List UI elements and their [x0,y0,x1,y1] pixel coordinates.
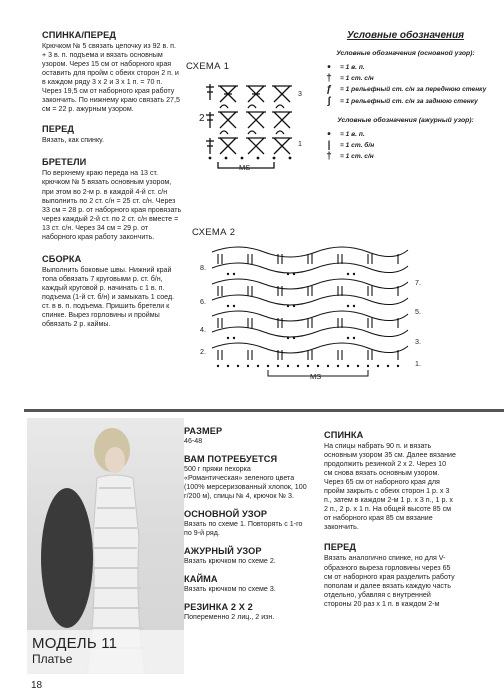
scheme1-row-3: 3 [298,90,302,98]
scheme2-row-4: 4. [200,326,206,334]
main-pattern-title: ОСНОВНОЙ УЗОР [184,509,268,520]
size-text: 46-48 [184,437,203,445]
assembly-title: СБОРКА [42,253,82,264]
legend-item: | = 1 ст. б/н [318,142,493,150]
legend-item: ʃ = 1 рельефный ст. с/н за заднюю стенку [318,98,493,106]
legend-item: • = 1 в. п. [318,131,493,139]
legend-item: ƒ = 1 рельефный ст. с/н за переднюю стенку [318,86,493,94]
double-crochet-symbol-icon: † [326,73,332,85]
model-photo [27,418,184,674]
chain-symbol-icon: • [327,62,331,73]
legend-sub2: Условные обозначения (ажурный узор): [337,116,474,124]
model-number: МОДЕЛЬ 11 [32,635,118,652]
chain-symbol-icon: • [327,128,331,140]
scheme2-row-1: 1. [415,360,421,368]
edging-title: КАЙМА [184,574,218,585]
scheme2-row-5: 5. [415,308,421,316]
scheme2-row-3: 3. [415,338,421,346]
straps-text: По верхнему краю переда на 13 ст. крючком № 5 вязать основным узором, при этом во 2-м р. в каждой 4-й ст. с/н выполнить по 2 ст. с/н = 25 ст. с/н. Через 33 см = 28 р. от наборного края провязать через каждый 2-й ст. по 2 ст. с/н вместе = 13 ст. с/н. Через 34 см = 29 р. от наборного края работу закончить. [42,169,182,241]
size-title: РАЗМЕР [184,426,223,436]
scheme2-row-2: 2. [200,348,206,356]
lace-pattern-text: Вязать крючком по схеме 2. [184,557,276,566]
scheme2-ms: MS [310,372,322,381]
scheme2-diagram [208,244,413,384]
materials-text: 500 г пряжи пехорка «Романтическая» зеленого цвета (100% мерсеризованный хлопок, 100 г/200 м), спицы № 4, крючок № 3. [184,465,307,501]
legend-item: • = 1 в. п. [318,64,493,72]
back-front-text: Крючком № 5 связать цепочку из 92 в. п. + 3 в. п. подъема и вязать основным узором. Через 15 см от наборного края оставить для пройм с обеих сторон 2 п. и в каждом ряду 3 x 2 и 3 x 1 п. = 70 п. Через 19,5 см от наборного края работу закончить. По нижнему краю связать 27,5 см = 22 р. ажурным узором. [42,42,180,114]
scheme2-row-8: 8. [200,264,206,272]
front-text-right: Вязать аналогично спинке, но для V-образного выреза горловины через 65 см от наборного края разделить работу пополам и далее вязать каждую часть отдельно, убавляя с внутренней стороны 20 раз х 1 п. в каждом 2-м [324,554,455,608]
legend-list1 [318,64,493,106]
scheme1-ms: MS [239,163,251,172]
legend-sub1: Условные обозначения (основной узор): [336,50,475,57]
model-name: Платье [32,652,73,666]
front-text: Вязать, как спинку. [42,136,104,145]
scheme1-row-1: 1 [298,140,302,148]
legend [318,30,493,164]
middle-column [184,426,309,622]
rib-title: РЕЗИНКА 2 Х 2 [184,602,253,613]
page-number: 18 [31,680,43,691]
front-title-right: ПЕРЕД [324,542,357,553]
scheme1-row-2: 2 [199,113,205,124]
double-crochet-symbol-icon: † [326,151,332,163]
legend-title: Условные обозначения [346,30,465,41]
legend-list2 [318,128,493,163]
legend-item: † = 1 ст. с/н [318,75,493,83]
right-column [324,430,456,609]
back-text: На спицы набрать 90 п. и вязать основным узором 35 см. Далее вязание продолжить резинкой 2 х 2. Через 10 см снова вязать основным узором. Через 65 см от наборного края для пройм закрыть с обеих сторон 1 р. х 3 п., затем в каждом 2-м 1 р. х 3 п., 1 р. х 2 п., 2 р. х 1 п. На общей высоте 85 см от наборного края 85 см вязание закончить. [324,442,456,532]
scheme2-row-6: 6. [200,298,206,306]
section-divider [24,409,504,412]
main-pattern-text: Вязать по схеме 1. Повторять с 1-го по 9-й ряд. [184,520,303,538]
front-title: ПЕРЕД [42,124,75,135]
back-post-symbol-icon: ʃ [327,95,331,107]
back-title: СПИНКА [324,430,364,440]
front-post-symbol-icon: ƒ [326,84,332,96]
back-front-title: СПИНКА/ПЕРЕД [42,30,117,40]
scheme2-row-7: 7. [415,279,421,287]
scheme2-label: СХЕМА 2 [192,227,236,238]
assembly-text: Выполнить боковые швы. Нижний край топа обвязать 7 круговыми р. ст. б/н, каждый круговой р. начинать с 1 в. п. подъема (1-й ст. б/н) и замыкать 1 соед. ст. в в. п. подъема. Пришить бретели к спинке. Вырез горловины и проймы обвязать 2 р. каймы. [42,265,175,329]
hat-shape [41,488,93,628]
left-column [42,30,182,329]
rib-text: Попеременно 2 лиц., 2 изн. [184,613,275,622]
scheme1-stitch-col [206,84,214,100]
single-crochet-symbol-icon: | [327,140,331,152]
legend-item: † = 1 ст. с/н [318,153,493,161]
edging-text: Вязать крючком по схеме 3. [184,585,276,594]
lace-pattern-title: АЖУРНЫЙ УЗОР [184,546,262,557]
materials-title: ВАМ ПОТРЕБУЕТСЯ [184,454,278,465]
scheme1-label: СХЕМА 1 [186,61,230,72]
straps-title: БРЕТЕЛИ [42,157,87,168]
